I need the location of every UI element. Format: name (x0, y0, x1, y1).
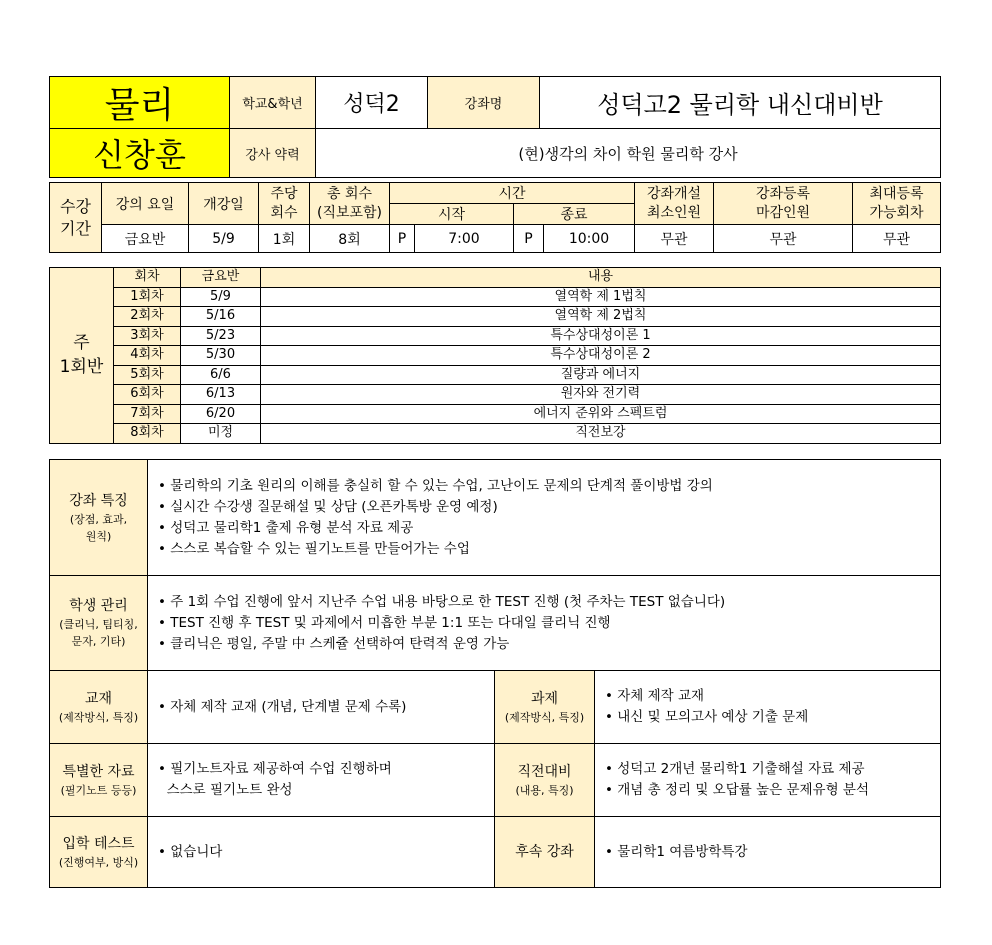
entrance-sub: (진행여부, 방식) (58, 855, 139, 869)
schedule-round: 1회차 (114, 287, 181, 307)
h-content: 내용 (261, 268, 941, 288)
final-item: • 성덕고 2개년 물리학1 기출해설 자료 제공 (605, 761, 865, 777)
deadline-value: 무관 (714, 225, 853, 253)
header-table (49, 76, 941, 178)
special-item: • 필기노트자료 제공하여 수업 진행하며 (158, 761, 392, 777)
schedule-content: 특수상대성이론 1 (261, 326, 941, 346)
h-deadline: 강좌등록 마감인원 (714, 183, 853, 225)
h-round: 회차 (114, 268, 181, 288)
start-value: 7:00 (415, 225, 514, 253)
textbook-item: • 자체 제작 교재 (개념, 단계별 문제 수록) (158, 698, 407, 715)
special-title: 특별한 자료 (62, 763, 135, 780)
schedule-row (50, 404, 941, 424)
followup-label (495, 817, 595, 888)
homework-title: 과제 (530, 690, 559, 707)
career-value: (현)생각의 차이 학원 물리학 강사 (316, 129, 941, 178)
schedule-row (50, 287, 941, 307)
management-item: • 주 1회 수업 진행에 앞서 지난주 수업 내용 바탕으로 한 TEST 진행 (첫 주차는 TEST 없습니다) (158, 593, 726, 610)
homework-list (595, 671, 941, 744)
schedule-content: 열역학 제 1법칙 (261, 287, 941, 307)
management-item: • 클리닉은 평일, 주말 中 스케쥴 선택하여 탄력적 운영 가능 (158, 635, 510, 652)
schedule-round: 8회차 (114, 424, 181, 444)
h-min: 강좌개설 최소인원 (635, 183, 714, 225)
teacher-cell: 신창훈 (50, 129, 230, 178)
features-item: • 실시간 수강생 질문해설 및 상담 (오픈카톡방 운영 예정) (158, 498, 498, 515)
features-label (50, 460, 148, 576)
management-item: • TEST 진행 후 TEST 및 과제에서 미흡한 부분 1:1 또는 다대일 클리닉 진행 (158, 614, 611, 631)
h-day: 강의 요일 (102, 183, 189, 225)
min-value: 무관 (635, 225, 714, 253)
schedule-round: 4회차 (114, 346, 181, 366)
schedule-date: 5/9 (181, 287, 261, 307)
max-value: 무관 (853, 225, 941, 253)
schedule-date: 미정 (181, 424, 261, 444)
special-label (50, 744, 148, 817)
school-label: 학교&학년 (230, 77, 316, 129)
schedule-row (50, 346, 941, 366)
final-item: • 개념 총 정리 및 오답률 높은 문제유형 분석 (605, 782, 869, 798)
management-title: 학생 관리 (69, 598, 128, 614)
schedule-row (50, 385, 941, 405)
management-label (50, 576, 148, 671)
textbook-title: 교재 (84, 690, 113, 707)
features-item: • 성덕고 물리학1 출제 유형 분석 자료 제공 (158, 519, 414, 536)
management-list (148, 576, 941, 671)
schedule-round: 2회차 (114, 307, 181, 327)
entrance-label (50, 817, 148, 888)
special-sub: (필기노트 등등) (60, 783, 137, 797)
schedule-date: 5/23 (181, 326, 261, 346)
followup-item: • 물리학1 여름방학특강 (605, 843, 748, 860)
end-value: 10:00 (544, 225, 635, 253)
homework-item: • 자체 제작 교재 (605, 688, 705, 704)
final-list (595, 744, 941, 817)
schedule-date: 6/6 (181, 365, 261, 385)
schedule-content: 에너지 준위와 스펙트럼 (261, 404, 941, 424)
end-ampm: P (514, 225, 544, 253)
schedule-row (50, 307, 941, 327)
final-sub: (내용, 특징) (515, 783, 574, 797)
course-title: 성덕고2 물리학 내신대비반 (540, 77, 941, 129)
schedule-row (50, 365, 941, 385)
features-item: • 물리학의 기초 원리의 이해를 충실히 할 수 있는 수업, 고난이도 문제의 단계적 풀이방법 강의 (158, 477, 713, 494)
entrance-item: • 없습니다 (158, 843, 223, 860)
homework-item: • 내신 및 모의고사 예상 기출 문제 (605, 709, 809, 725)
schedule-content: 원자와 전기력 (261, 385, 941, 405)
h-sched-day: 금요반 (181, 268, 261, 288)
schedule-round: 3회차 (114, 326, 181, 346)
features-title: 강좌 특징 (69, 492, 128, 509)
homework-sub: (제작방식, 특징) (504, 710, 585, 724)
textbook-sub: (제작방식, 특징) (58, 710, 139, 724)
h-open: 개강일 (189, 183, 259, 225)
course-label: 강좌명 (428, 77, 540, 129)
features-list (148, 460, 941, 576)
schedule-round: 6회차 (114, 385, 181, 405)
h-max: 최대등록 가능회차 (853, 183, 941, 225)
schedule-content: 질량과 에너지 (261, 365, 941, 385)
schedule-date: 5/16 (181, 307, 261, 327)
followup-list (595, 817, 941, 888)
schedule-row (50, 424, 941, 444)
special-item: 스스로 필기노트 완성 (158, 782, 293, 798)
schedule-date: 6/20 (181, 404, 261, 424)
schedule-round: 5회차 (114, 365, 181, 385)
entrance-list (148, 817, 495, 888)
career-label: 강사 약력 (230, 129, 316, 178)
total-value: 8회 (310, 225, 390, 253)
subject-cell: 물리 (50, 77, 230, 129)
school-value: 성덕2 (316, 77, 428, 129)
homework-label (495, 671, 595, 744)
special-list (148, 744, 495, 817)
final-label (495, 744, 595, 817)
details-table (49, 459, 941, 888)
schedule-content: 열역학 제 2법칙 (261, 307, 941, 327)
schedule-row (50, 326, 941, 346)
management-sub: (클리닉, 팀티칭, 문자, 기타) (59, 618, 138, 648)
schedule-content: 직전보강 (261, 424, 941, 444)
schedule-content: 특수상대성이론 2 (261, 346, 941, 366)
period-label: 수강 기간 (50, 183, 102, 253)
features-sub: (장점, 효과, 원칙) (69, 512, 128, 543)
h-total: 총 회수 (직보포함) (310, 183, 390, 225)
schedule-round: 7회차 (114, 404, 181, 424)
h-start: 시작 (390, 204, 514, 225)
features-item: • 스스로 복습할 수 있는 필기노트를 만들어가는 수업 (158, 540, 470, 557)
schedule-table (49, 267, 941, 444)
textbook-label (50, 671, 148, 744)
start-ampm: P (390, 225, 415, 253)
h-weekly: 주당 회수 (259, 183, 310, 225)
textbook-list (148, 671, 495, 744)
schedule-date: 6/13 (181, 385, 261, 405)
entrance-title: 입학 테스트 (62, 835, 135, 852)
schedule-date: 5/30 (181, 346, 261, 366)
followup-title: 후속 강좌 (515, 844, 574, 860)
final-title: 직전대비 (517, 763, 572, 780)
day-value: 금요반 (102, 225, 189, 253)
schedule-label: 주 1회반 (50, 268, 114, 444)
h-time: 시간 (390, 183, 635, 204)
open-value: 5/9 (189, 225, 259, 253)
h-end: 종료 (514, 204, 635, 225)
period-table (49, 182, 941, 253)
weekly-value: 1회 (259, 225, 310, 253)
